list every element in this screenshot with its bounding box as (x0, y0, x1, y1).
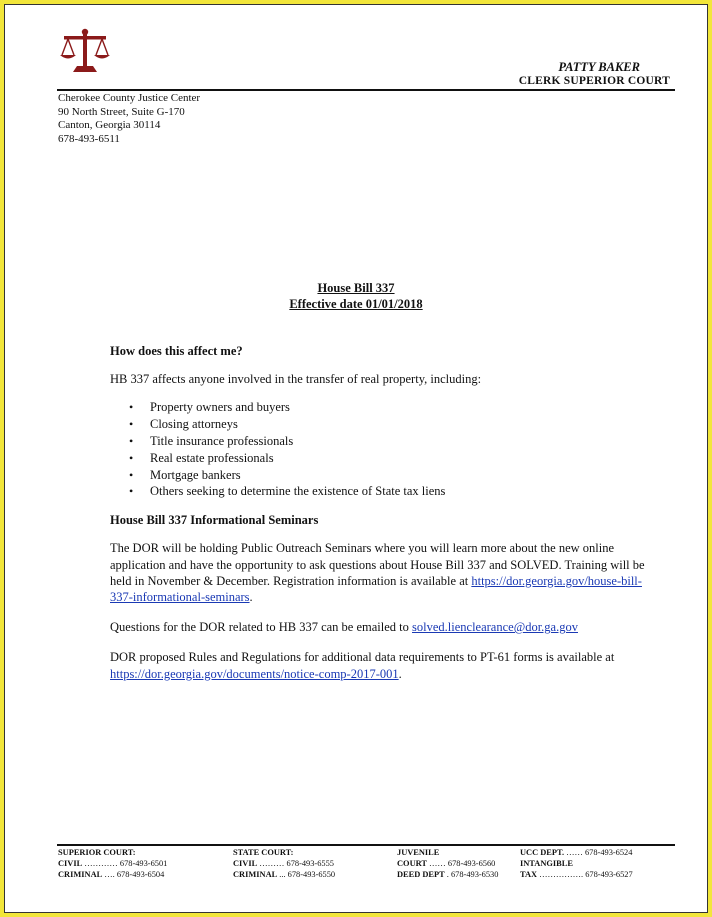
footer-phone: CIVIL ………… 678-493-6501 (58, 859, 168, 868)
ucc-tax-contacts (520, 847, 633, 880)
question-heading: How does this affect me? (110, 344, 243, 358)
footer-heading: STATE COURT: (233, 848, 294, 857)
footer-phone: DEED DEPT . 678-493-6530 (397, 870, 499, 879)
address-line: Cherokee County Justice Center (58, 92, 201, 104)
list-item: • Mortgage bankers (110, 467, 650, 484)
footer-phone: CRIMINAL ... 678-493-6550 (233, 870, 336, 879)
rules-end: . (398, 666, 402, 681)
seminar-end: . (249, 590, 253, 604)
address-line: 90 North Street, Suite G-170 (58, 105, 185, 118)
affected-parties-list (110, 399, 650, 500)
effective-date: Effective date 01/01/2018 (289, 297, 423, 311)
clerk-title: CLERK SUPERIOR COURT (518, 75, 670, 87)
document-body (110, 343, 650, 682)
footer-phone: COURT …… 678-493-6560 (397, 859, 496, 868)
seminar-heading: House Bill 337 Informational Seminars (110, 513, 319, 528)
list-item: • Others seeking to determine the existence of State tax liens (110, 483, 650, 500)
title-line: House Bill 337 (317, 281, 395, 295)
scales-of-justice-icon (59, 28, 111, 74)
superior-court-contacts (58, 847, 167, 880)
address-line: Canton, Georgia 30114 (58, 119, 161, 131)
questions-paragraph (110, 619, 650, 635)
rules-link[interactable]: https://dor.georgia.gov/documents/notice-comp-2017-001 (110, 666, 399, 681)
rules-text: DOR proposed Rules and Regulations for additional data requirements to PT-61 forms is available at (110, 650, 615, 665)
footer-divider (57, 844, 675, 846)
address-phone: 678-493-6511 (58, 132, 120, 145)
footer-phone: UCC DEPT. …… 678-493-6524 (520, 848, 633, 857)
questions-text: Questions for the DOR related to HB 337 can be emailed to (110, 620, 413, 635)
footer-heading: INTANGIBLE (520, 859, 573, 868)
intro-paragraph: HB 337 affects anyone involved in the transfer of real property, including: (110, 372, 482, 387)
list-item: • Property owners and buyers (110, 399, 650, 416)
footer-heading: JUVENILE (397, 848, 440, 857)
seminar-link[interactable]: https://dor.georgia.gov/house-bill-337-informational-seminars (110, 573, 642, 604)
office-address (58, 92, 200, 146)
state-court-contacts (233, 847, 335, 880)
contact-email-link[interactable]: solved.lienclearance@dor.ga.gov (412, 620, 578, 635)
juvenile-court-contacts (397, 847, 498, 880)
footer-phone: TAX ……………. 678-493-6527 (520, 870, 633, 879)
list-item: • Real estate professionals (110, 450, 650, 467)
document-title (0, 280, 712, 312)
list-item: • Title insurance professionals (110, 433, 650, 450)
seminar-text: The DOR will be holding Public Outreach Seminars where you will learn more about the new online application and have the opportunity to ask questions about House Bill 337 and SOLVED. Training will be held in November & December. Registration information is available at (110, 541, 645, 588)
header-divider (57, 89, 675, 91)
footer-phone: CIVIL ……… 678-493-6555 (233, 859, 334, 868)
footer-heading: SUPERIOR COURT: (58, 848, 136, 857)
footer-phone: CRIMINAL …. 678-493-6504 (58, 870, 165, 879)
rules-paragraph (110, 649, 650, 681)
clerk-name: PATTY BAKER (558, 60, 640, 74)
list-item: • Closing attorneys (110, 416, 650, 433)
seminar-paragraph (110, 540, 650, 605)
